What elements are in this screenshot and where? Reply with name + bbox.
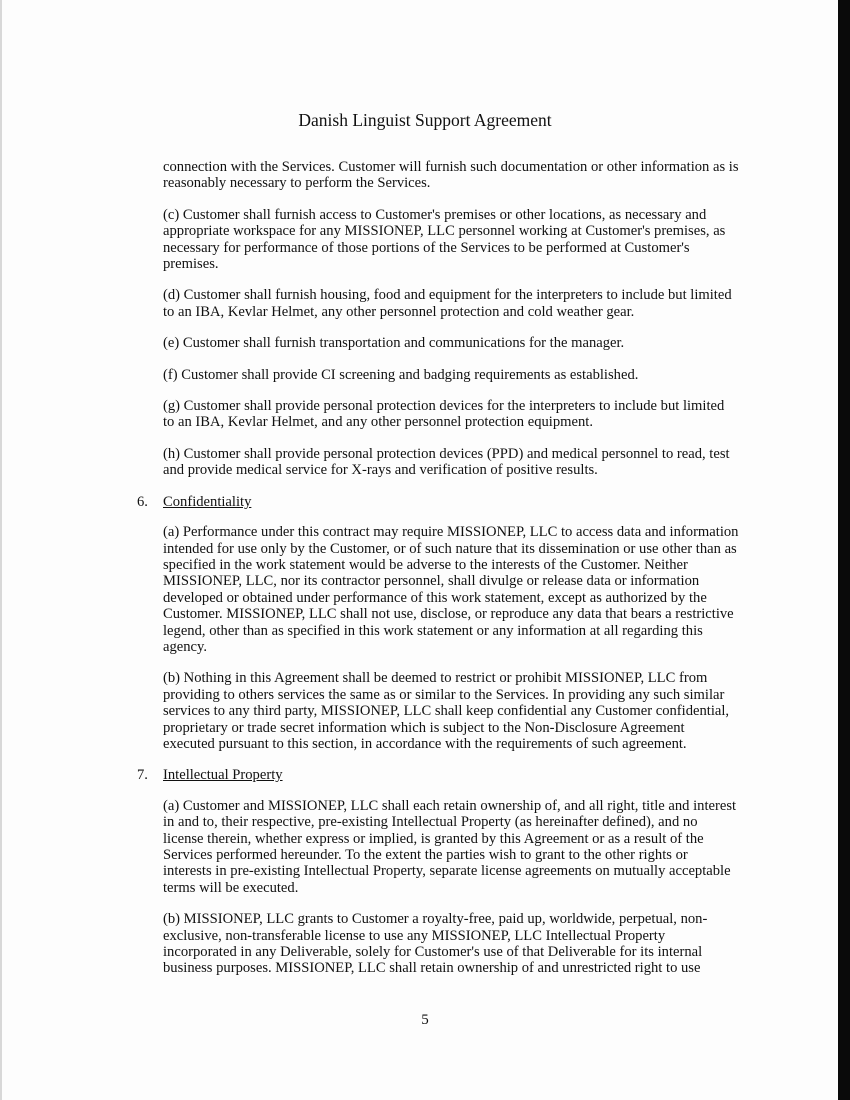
section-6-header: [137, 494, 739, 510]
clause-5g: (g) Customer shall provide personal protection devices for the interpreters to include but limited to an IBA, Kevlar Helmet, and any other personnel protection equipment.: [163, 398, 725, 431]
section-6-number: 6.: [137, 493, 148, 510]
intro-paragraph: connection with the Services. Customer will furnish such documentation or other information as is reasonably necessary to perform the Services.: [163, 159, 739, 192]
section-6-heading: Confidentiality: [163, 493, 252, 510]
document-body: [137, 159, 739, 992]
section-7-header: [137, 767, 739, 783]
clause-5c: (c) Customer shall furnish access to Customer's premises or other locations, as necessary and appropriate workspace for any MISSIONEP, LLC personnel working at Customer's premises, as necessary for performance of those portions of the Services to be performed at Customer's premises.: [163, 206, 726, 273]
clause-5f: (f) Customer shall provide CI screening and badging requirements as established.: [163, 366, 639, 383]
clause-5d: (d) Customer shall furnish housing, food and equipment for the interpreters to include but limited to an IBA, Kevlar Helmet, any other personnel protection and cold weather gear.: [163, 287, 732, 320]
page-number: 5: [421, 1012, 429, 1028]
clause-6b: (b) Nothing in this Agreement shall be deemed to restrict or prohibit MISSIONEP, LLC from providing to others services the same as or similar to the Services. In providing any such similar services to any third party, MISSIONEP, LLC shall keep confidential any Customer confidential, proprietary or trade secret information which is subject to the Non-Disclosure Agreement executed pursuant to this section, in accordance with the requirements of such agreement.: [163, 670, 730, 752]
clause-5h: (h) Customer shall provide personal protection devices (PPD) and medical personnel to read, test and provide medical service for X-rays and verification of positive results.: [163, 445, 730, 479]
clause-5e: (e) Customer shall furnish transportation and communications for the manager.: [163, 335, 625, 352]
section-7-heading: Intellectual Property: [163, 767, 283, 784]
scan-left-edge: [0, 0, 2, 1100]
section-7-number: 7.: [137, 767, 148, 784]
clause-6a: (a) Performance under this contract may require MISSIONEP, LLC to access data and information intended for use only by the Customer, or of such nature that its dissemination or use other than as specified in the work statement would be adverse to the interests of the Customer. Neither MISSIONEP, LLC, nor its contractor personnel, shall divulge or release data or information developed or obtained under performance of this work statement, except as authorized by the Customer. MISSIONEP, LLC shall not use, disclose, or reproduce any data that bears a restrictive legend, other than as specified in this work statement or any information at all regarding this agency.: [163, 524, 739, 655]
clause-7b: (b) MISSIONEP, LLC grants to Customer a royalty-free, paid up, worldwide, perpetual, non-exclusive, non-transferable license to use any MISSIONEP, LLC Intellectual Property incorporated in any Deliverable, solely for Customer's use of that Deliverable for its internal business purposes. MISSIONEP, LLC shall retain ownership of and unrestricted right to use: [163, 911, 708, 977]
scan-right-border: [838, 0, 850, 1100]
clause-7a: (a) Customer and MISSIONEP, LLC shall each retain ownership of, and all right, title and interest in and to, their respective, pre-existing Intellectual Property (as hereinafter defined), and no license therein, whether express or implied, is granted by this Agreement or as a result of the Services performed hereunder. To the extent the parties wish to grant to the other rights or interests in pre-existing Intellectual Property, separate license agreements on mutually acceptable terms will be executed.: [163, 797, 737, 896]
document-title: Danish Linguist Support Agreement: [298, 110, 552, 130]
